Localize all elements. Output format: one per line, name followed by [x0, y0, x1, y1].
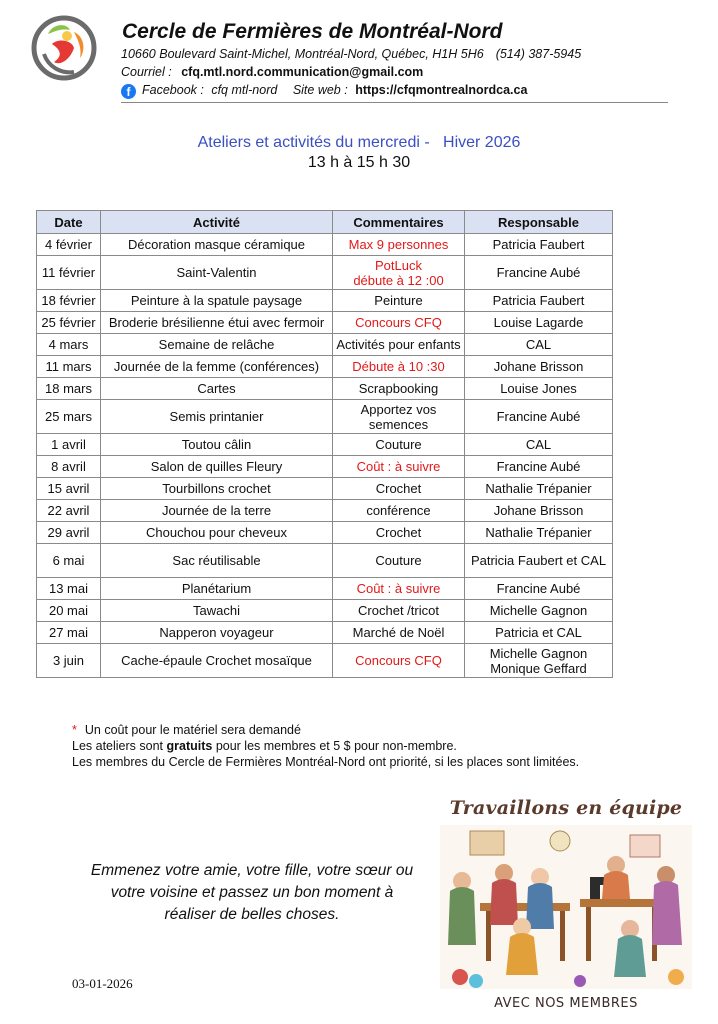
cell-activity: Toutou câlin	[101, 434, 333, 456]
cell-responsible: Johane Brisson	[465, 356, 613, 378]
note-price-after: pour les membres et 5 $ pour non-membre.	[212, 739, 457, 753]
note-cost	[72, 722, 579, 738]
cell-date: 27 mai	[37, 622, 101, 644]
cell-comment: Couture	[333, 434, 465, 456]
cell-responsible: Francine Aubé	[465, 456, 613, 478]
cell-date: 6 mai	[37, 544, 101, 578]
cell-comment: Coût : à suivre	[333, 456, 465, 478]
invite-line-3: réaliser de belles choses.	[164, 906, 340, 923]
table-row	[37, 234, 613, 256]
cell-comment: Crochet /tricot	[333, 600, 465, 622]
cell-responsible: Francine Aubé	[465, 578, 613, 600]
header-divider	[121, 102, 668, 103]
cell-responsible: Michelle Gagnon Monique Geffard	[465, 644, 613, 678]
document-date: 03-01-2026	[72, 976, 133, 991]
table-row	[37, 256, 613, 290]
cell-comment: Crochet	[333, 522, 465, 544]
cell-comment: Marché de Noël	[333, 622, 465, 644]
cell-comment: Concours CFQ	[333, 312, 465, 334]
team-illustration	[440, 797, 692, 1011]
cell-activity: Broderie brésilienne étui avec fermoir	[101, 312, 333, 334]
note-price-bold: gratuits	[166, 739, 213, 753]
cell-responsible: Francine Aubé	[465, 256, 613, 290]
illustration-title: Travaillons en équipe	[449, 797, 683, 819]
cell-date: 29 avril	[37, 522, 101, 544]
social-line	[121, 83, 527, 99]
cell-responsible: Louise Jones	[465, 378, 613, 400]
table-row	[37, 290, 613, 312]
note-priority: Les membres du Cercle de Fermières Montréal-Nord ont priorité, si les places sont limitées.	[72, 755, 580, 769]
cell-comment: conférence	[333, 500, 465, 522]
cell-date: 25 mars	[37, 400, 101, 434]
website-link[interactable]: https://cfqmontrealnordca.ca	[355, 83, 528, 97]
cell-date: 15 avril	[37, 478, 101, 500]
cell-date: 11 mars	[37, 356, 101, 378]
cell-activity: Sac réutilisable	[101, 544, 333, 578]
table-row	[37, 478, 613, 500]
cell-date: 3 juin	[37, 644, 101, 678]
address-line	[121, 47, 581, 61]
note-cost-text: Un coût pour le matériel sera demandé	[84, 723, 301, 737]
schedule-table	[36, 210, 613, 678]
cell-activity: Cache-épaule Crochet mosaïque	[101, 644, 333, 678]
invite-line-1: Emmenez votre amie, votre fille, votre sœur ou	[90, 862, 414, 879]
women-crafting-image	[440, 825, 692, 989]
cell-date: 11 février	[37, 256, 101, 290]
cell-date: 25 février	[37, 312, 101, 334]
note-price	[72, 738, 579, 754]
cell-date: 8 avril	[37, 456, 101, 478]
schedule-time: 13 h à 15 h 30	[307, 154, 411, 171]
col-header-date: Date	[37, 211, 101, 234]
org-name: Cercle de Fermières de Montréal-Nord	[122, 20, 503, 43]
cell-activity: Peinture à la spatule paysage	[101, 290, 333, 312]
cell-activity: Cartes	[101, 378, 333, 400]
cell-activity: Saint-Valentin	[101, 256, 333, 290]
phone: (514) 387-5945	[495, 47, 582, 61]
col-header-responsible: Responsable	[465, 211, 613, 234]
cell-date: 20 mai	[37, 600, 101, 622]
schedule-title: Ateliers et activités du mercredi - Hiver 2026	[197, 134, 521, 151]
note-price-before: Les ateliers sont	[72, 739, 167, 753]
cfq-logo-icon	[30, 14, 98, 82]
asterisk: *	[72, 723, 77, 737]
cell-comment: PotLuck débute à 12 :00	[333, 256, 465, 290]
cell-activity: Semis printanier	[101, 400, 333, 434]
email-label: Courriel :	[121, 65, 172, 79]
illustration-subtitle: AVEC NOS MEMBRES	[494, 996, 638, 1011]
cell-responsible: Louise Lagarde	[465, 312, 613, 334]
table-row	[37, 400, 613, 434]
cell-responsible: Patricia et CAL	[465, 622, 613, 644]
cell-date: 13 mai	[37, 578, 101, 600]
cell-comment: Couture	[333, 544, 465, 578]
cell-responsible: Francine Aubé	[465, 400, 613, 434]
address: 10660 Boulevard Saint-Michel, Montréal-Nord, Québec, H1H 5H6	[121, 47, 484, 61]
cell-comment: Débute à 10 :30	[333, 356, 465, 378]
cell-comment: Concours CFQ	[333, 644, 465, 678]
cell-activity: Planétarium	[101, 578, 333, 600]
table-row	[37, 644, 613, 678]
facebook-handle[interactable]: cfq mtl-nord	[211, 83, 278, 97]
table-row	[37, 622, 613, 644]
facebook-icon[interactable]: f	[121, 84, 136, 99]
schedule-body	[37, 234, 613, 678]
email-line	[121, 65, 423, 79]
cell-activity: Journée de la femme (conférences)	[101, 356, 333, 378]
cell-responsible: Patricia Faubert	[465, 290, 613, 312]
cell-comment: Max 9 personnes	[333, 234, 465, 256]
cell-comment: Peinture	[333, 290, 465, 312]
cell-responsible: Patricia Faubert	[465, 234, 613, 256]
cell-activity: Tawachi	[101, 600, 333, 622]
cell-activity: Salon de quilles Fleury	[101, 456, 333, 478]
table-row	[37, 578, 613, 600]
cell-comment: Activités pour enfants	[333, 334, 465, 356]
website-label: Site web :	[292, 83, 348, 97]
cell-activity: Semaine de relâche	[101, 334, 333, 356]
table-row	[37, 356, 613, 378]
cell-date: 4 mars	[37, 334, 101, 356]
table-row	[37, 600, 613, 622]
cell-responsible: CAL	[465, 434, 613, 456]
cell-responsible: Nathalie Trépanier	[465, 522, 613, 544]
table-row	[37, 456, 613, 478]
cell-activity: Décoration masque céramique	[101, 234, 333, 256]
cell-comment: Coût : à suivre	[333, 578, 465, 600]
notes	[72, 722, 579, 770]
table-row	[37, 434, 613, 456]
table-row	[37, 544, 613, 578]
table-row	[37, 522, 613, 544]
cell-date: 22 avril	[37, 500, 101, 522]
cell-date: 4 février	[37, 234, 101, 256]
cell-date: 18 février	[37, 290, 101, 312]
col-header-comments: Commentaires	[333, 211, 465, 234]
cell-responsible: Michelle Gagnon	[465, 600, 613, 622]
cell-responsible: Patricia Faubert et CAL	[465, 544, 613, 578]
cell-responsible: CAL	[465, 334, 613, 356]
cell-responsible: Nathalie Trépanier	[465, 478, 613, 500]
cell-activity: Journée de la terre	[101, 500, 333, 522]
table-row	[37, 500, 613, 522]
table-row	[37, 334, 613, 356]
cell-date: 1 avril	[37, 434, 101, 456]
cell-comment: Scrapbooking	[333, 378, 465, 400]
cell-comment: Apportez vos semences	[333, 400, 465, 434]
facebook-label: Facebook :	[142, 83, 204, 97]
cell-date: 18 mars	[37, 378, 101, 400]
cell-responsible: Johane Brisson	[465, 500, 613, 522]
cell-activity: Tourbillons crochet	[101, 478, 333, 500]
table-row	[37, 378, 613, 400]
email-link[interactable]: cfq.mtl.nord.communication@gmail.com	[181, 65, 424, 79]
invite-text	[60, 860, 444, 926]
cell-activity: Napperon voyageur	[101, 622, 333, 644]
invite-line-2: votre voisine et passez un bon moment à	[110, 884, 394, 901]
cell-activity: Chouchou pour cheveux	[101, 522, 333, 544]
col-header-activity: Activité	[101, 211, 333, 234]
cell-comment: Crochet	[333, 478, 465, 500]
table-header-row	[37, 211, 613, 234]
table-row	[37, 312, 613, 334]
